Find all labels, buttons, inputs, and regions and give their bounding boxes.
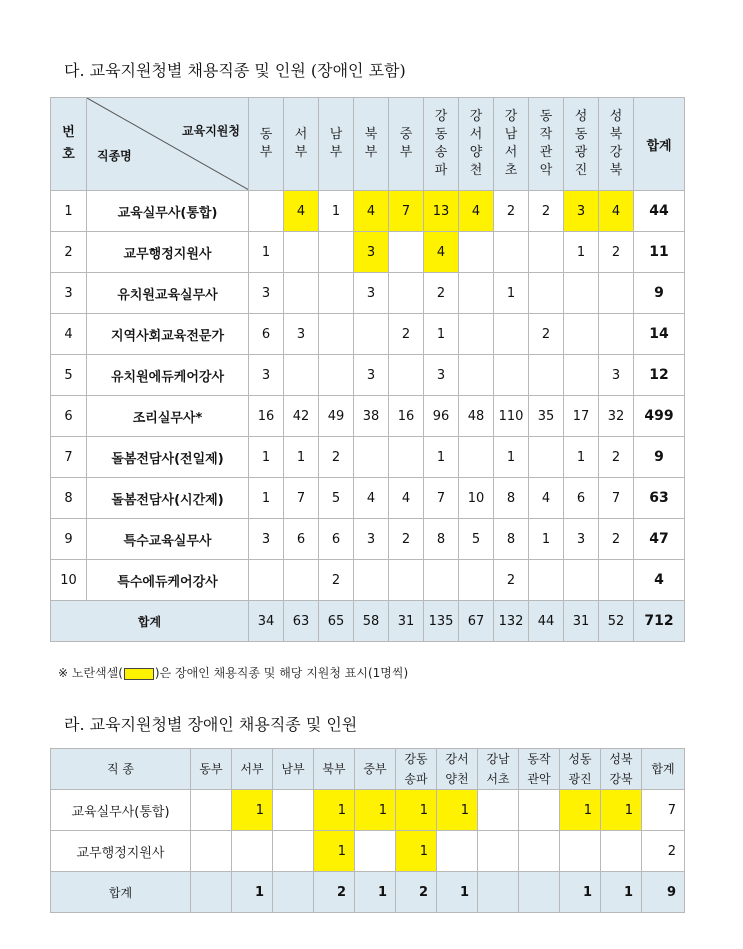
row-value [319,273,354,314]
header-diagonal-cell [87,98,249,191]
row-value: 1 [494,437,529,478]
row-number: 3 [51,273,87,314]
row-value: 1 [424,437,459,478]
row-total: 44 [634,191,685,232]
row-total: 2 [642,831,685,872]
row-value: 8 [494,478,529,519]
row-value [560,831,601,872]
row-value [319,232,354,273]
footer-value [519,872,560,913]
row-value: 4 [424,232,459,273]
yellow-swatch [124,668,154,680]
row-value: 3 [564,191,599,232]
row-value: 3 [249,519,284,560]
row-value [519,831,560,872]
row-value [459,273,494,314]
header-region: 성북 강북 [601,749,642,790]
header-region: 남부 [273,749,314,790]
row-value: 1 [396,831,437,872]
header-total: 합계 [634,98,685,191]
header-region: 동작 관악 [519,749,560,790]
row-value [564,560,599,601]
row-number: 2 [51,232,87,273]
row-value: 3 [354,519,389,560]
row-total: 11 [634,232,685,273]
row-value: 2 [319,560,354,601]
row-value: 42 [284,396,319,437]
row-value [478,831,519,872]
header-region: 강 남 서 초 [494,98,529,191]
header-region: 서부 [232,749,273,790]
row-value [273,831,314,872]
row-value [494,232,529,273]
row-value: 49 [319,396,354,437]
row-value: 2 [599,437,634,478]
row-total: 47 [634,519,685,560]
row-value: 1 [319,191,354,232]
section2-title: 라. 교육지원청별 장애인 채용직종 및 인원 [64,715,358,734]
row-value [319,355,354,396]
row-value: 6 [249,314,284,355]
footer-value: 31 [564,601,599,642]
footer-value: 31 [389,601,424,642]
row-value [494,314,529,355]
row-value [191,831,232,872]
row-value: 5 [319,478,354,519]
row-value: 10 [459,478,494,519]
row-value: 35 [529,396,564,437]
row-value: 4 [459,191,494,232]
table-row [51,790,685,831]
footer-value [478,872,519,913]
footer-value [273,872,314,913]
row-value: 1 [601,790,642,831]
row-value: 4 [354,191,389,232]
row-value [389,232,424,273]
table-row [51,355,685,396]
row-total: 9 [634,273,685,314]
row-value [494,355,529,396]
row-value: 1 [564,232,599,273]
footer-value: 132 [494,601,529,642]
row-value: 2 [529,191,564,232]
row-value [355,831,396,872]
row-job-name: 교무행정지원사 [87,232,249,273]
row-value: 6 [284,519,319,560]
footer-value: 58 [354,601,389,642]
header-region: 성 동 광 진 [564,98,599,191]
header-job-label: 직종명 [97,149,132,163]
row-total: 14 [634,314,685,355]
header-region: 북 부 [354,98,389,191]
table-row [51,396,685,437]
table-row [51,273,685,314]
row-value: 7 [599,478,634,519]
row-job-name: 유치원교육실무사 [87,273,249,314]
row-value: 4 [354,478,389,519]
row-value [284,232,319,273]
row-value [599,560,634,601]
table-row [51,437,685,478]
row-value: 7 [389,191,424,232]
row-value [529,355,564,396]
row-value: 3 [249,273,284,314]
row-value: 2 [494,191,529,232]
row-value: 1 [314,831,355,872]
footer-value: 67 [459,601,494,642]
row-value: 1 [564,437,599,478]
row-value: 2 [494,560,529,601]
row-value: 38 [354,396,389,437]
row-value [389,437,424,478]
row-value: 8 [494,519,529,560]
section1-title: 다. 교육지원청별 채용직종 및 인원 (장애인 포함) [64,61,406,80]
footer-grand-total: 9 [642,872,685,913]
row-value: 32 [599,396,634,437]
table-row [51,314,685,355]
table-row [51,232,685,273]
row-value [459,355,494,396]
row-value: 96 [424,396,459,437]
row-value: 2 [529,314,564,355]
row-value: 17 [564,396,599,437]
row-value: 3 [354,273,389,314]
footer-grand-total: 712 [634,601,685,642]
row-value: 1 [232,790,273,831]
row-value: 1 [355,790,396,831]
row-value [232,831,273,872]
header-region: 강 동 송 파 [424,98,459,191]
footer-total-label: 합계 [51,601,249,642]
row-number: 4 [51,314,87,355]
row-value: 3 [284,314,319,355]
row-value [599,273,634,314]
header-total: 합계 [642,749,685,790]
row-value [564,273,599,314]
row-value [389,560,424,601]
row-value [459,314,494,355]
row-value: 2 [319,437,354,478]
row-total: 12 [634,355,685,396]
row-value: 3 [249,355,284,396]
footer-value: 2 [314,872,355,913]
row-job-name: 조리실무사* [87,396,249,437]
row-value [601,831,642,872]
row-job-name: 특수교육실무사 [87,519,249,560]
row-value: 3 [354,232,389,273]
row-value: 1 [314,790,355,831]
table-row [51,478,685,519]
row-value [459,437,494,478]
row-value: 1 [249,478,284,519]
row-number: 5 [51,355,87,396]
row-value [249,191,284,232]
header-region: 동 부 [249,98,284,191]
row-total: 4 [634,560,685,601]
row-value [354,437,389,478]
row-value: 3 [424,355,459,396]
row-value: 16 [389,396,424,437]
row-total: 63 [634,478,685,519]
row-number: 9 [51,519,87,560]
table-row [51,560,685,601]
row-number: 7 [51,437,87,478]
row-total: 9 [634,437,685,478]
header-region: 강서 양천 [437,749,478,790]
row-value: 1 [437,790,478,831]
row-value [389,273,424,314]
row-value: 2 [389,314,424,355]
row-value [424,560,459,601]
row-value: 1 [529,519,564,560]
footer-value: 1 [601,872,642,913]
footer-value: 1 [560,872,601,913]
row-value [319,314,354,355]
row-value: 16 [249,396,284,437]
row-job-name: 교육실무사(통합) [51,790,191,831]
row-value: 1 [560,790,601,831]
footer-value: 63 [284,601,319,642]
row-value: 4 [599,191,634,232]
footer-value: 1 [437,872,478,913]
row-value: 1 [249,437,284,478]
row-value [354,314,389,355]
footer-value: 52 [599,601,634,642]
row-value [459,560,494,601]
diagonal-line [87,98,249,190]
legend-note-prefix: ※ 노란색셀( [58,666,123,680]
header-region: 북부 [314,749,355,790]
row-value: 1 [396,790,437,831]
row-job-name: 교무행정지원사 [51,831,191,872]
row-value: 3 [599,355,634,396]
row-value [529,437,564,478]
header-region: 동 작 관 악 [529,98,564,191]
row-value [519,790,560,831]
header-region: 동부 [191,749,232,790]
row-value: 1 [284,437,319,478]
table-row [51,519,685,560]
header-region: 남 부 [319,98,354,191]
row-total: 7 [642,790,685,831]
table-row [51,831,685,872]
row-number: 6 [51,396,87,437]
row-value: 5 [459,519,494,560]
row-value: 8 [424,519,459,560]
row-value: 3 [354,355,389,396]
row-number: 8 [51,478,87,519]
row-value: 4 [529,478,564,519]
row-value [564,355,599,396]
row-value [354,560,389,601]
row-value [459,232,494,273]
header-job-type: 직 종 [51,749,191,790]
row-value: 2 [599,232,634,273]
row-value: 7 [284,478,319,519]
row-value: 7 [424,478,459,519]
footer-value: 2 [396,872,437,913]
footer-value: 34 [249,601,284,642]
row-job-name: 유치원에듀케어강사 [87,355,249,396]
row-value: 1 [249,232,284,273]
row-value: 6 [564,478,599,519]
footer-value: 44 [529,601,564,642]
header-office-label: 교육지원청 [182,124,240,138]
row-value: 2 [424,273,459,314]
row-value: 6 [319,519,354,560]
row-value: 48 [459,396,494,437]
disabled-recruitment-table [50,748,685,913]
header-region: 강 서 양 천 [459,98,494,191]
row-value [249,560,284,601]
recruitment-table [50,97,685,642]
header-region: 중부 [355,749,396,790]
row-value: 2 [389,519,424,560]
header-number: 번 호 [51,98,87,191]
footer-total-label: 합계 [51,872,191,913]
row-value [437,831,478,872]
row-total: 499 [634,396,685,437]
row-job-name: 특수에듀케어강사 [87,560,249,601]
row-value: 13 [424,191,459,232]
footer-value [191,872,232,913]
row-number: 1 [51,191,87,232]
row-value: 2 [599,519,634,560]
footer-value: 65 [319,601,354,642]
row-value [284,273,319,314]
row-job-name: 교육실무사(통합) [87,191,249,232]
row-number: 10 [51,560,87,601]
row-value [191,790,232,831]
row-value: 1 [494,273,529,314]
row-value [564,314,599,355]
row-value [478,790,519,831]
row-value [529,273,564,314]
header-region: 성동 광진 [560,749,601,790]
row-job-name: 지역사회교육전문가 [87,314,249,355]
header-region: 강남 서초 [478,749,519,790]
row-value [284,355,319,396]
table-row [51,191,685,232]
header-region: 강동 송파 [396,749,437,790]
row-value [284,560,319,601]
row-job-name: 돌봄전담사(시간제) [87,478,249,519]
row-value [599,314,634,355]
row-value [389,355,424,396]
row-value [529,560,564,601]
header-region: 성 북 강 북 [599,98,634,191]
legend-note [58,664,408,681]
footer-value: 1 [232,872,273,913]
header-region: 서 부 [284,98,319,191]
row-value: 1 [424,314,459,355]
row-value [529,232,564,273]
row-value: 4 [389,478,424,519]
row-value: 110 [494,396,529,437]
row-value: 3 [564,519,599,560]
footer-value: 135 [424,601,459,642]
row-value: 4 [284,191,319,232]
header-region: 중 부 [389,98,424,191]
row-job-name: 돌봄전담사(전일제) [87,437,249,478]
footer-value: 1 [355,872,396,913]
row-value [273,790,314,831]
legend-note-suffix: )은 장애인 채용직종 및 해당 지원청 표시(1명씩) [154,666,409,680]
